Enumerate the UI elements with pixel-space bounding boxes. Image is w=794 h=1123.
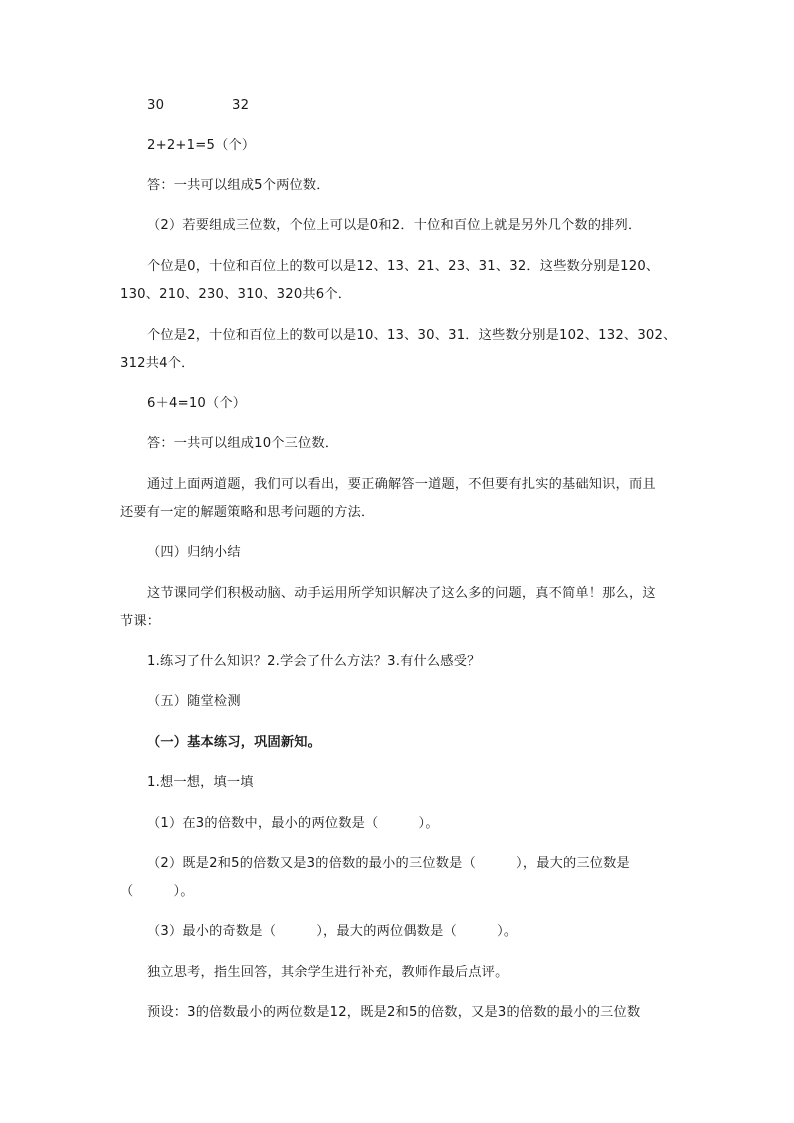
number-32: 32: [232, 98, 250, 113]
text-line-think-fill: 1.想一想，填一填: [147, 775, 254, 790]
text-line-sum-pairs: 2+2+1=5（个）: [147, 138, 256, 153]
text-line-conclusion-cont: 还要有一定的解题策略和思考问题的方法．: [120, 505, 375, 520]
text-line-answer-two-digit: 答：一共可以组成5个两位数．: [147, 178, 330, 193]
question-1: （1）在3的倍数中，最小的两位数是（ ）。: [147, 816, 439, 831]
text-line-ones-zero: 个位是0，十位和百位上的数可以是12、13、21、23、31、32．这些数分别是120、: [147, 259, 660, 274]
question-2-cont: （ ）。: [120, 884, 194, 899]
number-30: 30: [147, 98, 165, 113]
text-line-part2-intro: （2）若要组成三位数，个位上可以是0和2．十位和百位上就是另外几个数的排列．: [147, 218, 642, 233]
section-heading-test: （五）随堂检测: [147, 694, 241, 709]
text-line-sum-three-digit: 6＋4=10（个）: [147, 396, 247, 411]
text-line-conclusion: 通过上面两道题，我们可以看出，要正确解答一道题，不但要有扎实的基础知识，而且: [147, 477, 656, 492]
subheading-basic-practice: （一）基本练习，巩固新知。: [147, 735, 322, 750]
text-line-numbers: [147, 98, 347, 114]
text-line-preset: 预设：3的倍数最小的两位数是12，既是2和5的倍数，又是3的倍数的最小的三位数: [147, 1005, 641, 1020]
text-line-summary: 这节课同学们积极动脑、动手运用所学知识解决了这么多的问题，真不简单！那么，这: [147, 586, 656, 601]
text-line-ones-two-cont: 312共4个．: [120, 356, 195, 371]
text-line-summary-cont: 节课：: [120, 614, 161, 629]
section-heading-summary: （四）归纳小结: [147, 545, 241, 560]
text-line-instructions: 独立思考，指生回答，其余学生进行补充，教师作最后点评。: [147, 965, 509, 980]
question-3: （3）最小的奇数是（ ），最大的两位偶数是（ ）。: [147, 924, 518, 939]
text-line-answer-three-digit: 答：一共可以组成10个三位数．: [147, 436, 339, 451]
question-2: （2）既是2和5的倍数又是3的倍数的最小的三位数是（ ），最大的三位数是: [147, 856, 630, 871]
text-line-questions: 1.练习了什么知识？2.学会了什么方法？3.有什么感受？: [147, 654, 481, 669]
text-line-ones-zero-cont: 130、210、230、310、320共6个．: [120, 287, 352, 302]
text-line-ones-two: 个位是2，十位和百位上的数可以是10、13、30、31．这些数分别是102、132、302、: [147, 328, 677, 343]
